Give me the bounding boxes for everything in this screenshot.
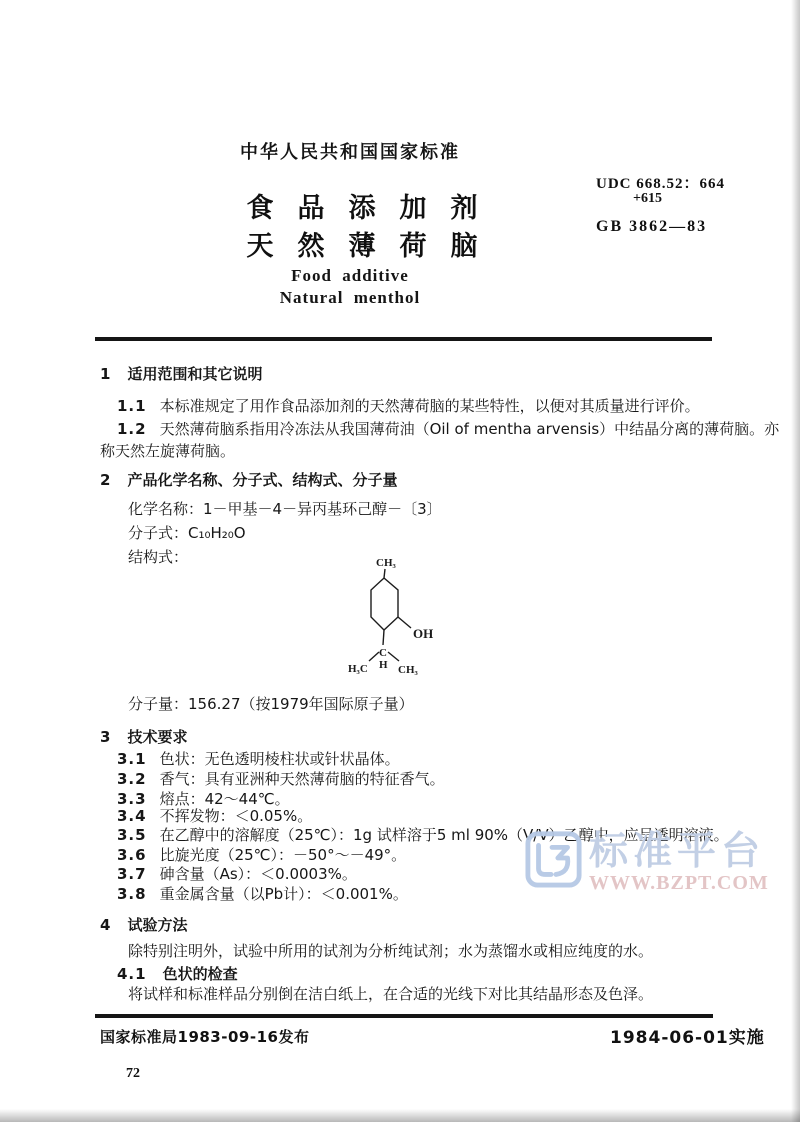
national-standard-label: 中华人民共和国国家标准 [240, 142, 460, 163]
section-2-heading: 2 产品化学名称、分子式、结构式、分子量 [100, 471, 398, 489]
methyl-right-label: CH₃ [398, 664, 418, 676]
footer-effective-date: 1984-06-01实施 [610, 1028, 765, 1048]
watermark [525, 826, 769, 895]
clause-3-6: 3.6 比旋光度（25℃）：－50°～－49°。 [117, 846, 407, 864]
udc-number-cont: +615 [633, 191, 662, 206]
section-4-heading: 4 试验方法 [100, 916, 188, 934]
clause-1-2-continued: 称天然左旋薄荷脑。 [100, 442, 236, 460]
carbon-label: C [379, 647, 387, 659]
footer-issued-date: 国家标准局1983-09-16发布 [100, 1028, 310, 1046]
page-number: 72 [126, 1066, 140, 1081]
clause-1-2: 1.2 天然薄荷脑系指用冷冻法从我国薄荷油（Oil of mentha arvensis）中结晶分离的薄荷脑。亦 [117, 420, 780, 438]
watermark-url: WWW.BZPT.COM [589, 872, 769, 894]
title-en-line2: Natural menthol [279, 288, 421, 307]
section-4-intro: 除特别注明外，试验中所用的试剂为分析纯试剂；水为蒸馏水或相应纯度的水。 [128, 942, 654, 960]
clause-4-1-body: 将试样和标准样品分别倒在洁白纸上，在合适的光线下对比其结晶形态及色泽。 [128, 985, 654, 1003]
watermark-brand: 标准平台 [589, 829, 766, 874]
scan-edge-right [791, 0, 800, 1122]
methyl-left-label: H₃C [348, 663, 368, 675]
clause-3-2: 3.2 香气：具有亚洲种天然薄荷脑的特征香气。 [117, 770, 445, 788]
section-1-heading: 1 适用范围和其它说明 [100, 365, 263, 383]
footer-rule [95, 1014, 713, 1018]
clause-3-7: 3.7 砷含量（As）：＜0.0003%。 [117, 865, 357, 883]
standard-number: GB 3862—83 [596, 218, 708, 235]
title-cn-line1: 食品添加剂 [246, 193, 502, 224]
udc-number: UDC 668.52：664 [596, 176, 725, 192]
section-3-heading: 3 技术要求 [100, 728, 188, 746]
clause-4-1-heading: 4.1 色状的检查 [117, 965, 238, 983]
clause-3-5: 3.5 在乙醇中的溶解度（25℃）：1g 试样溶于5 ml 90%（V/V）乙醇中，应呈透明溶液。 [117, 826, 729, 844]
clause-3-4: 3.4 不挥发物：＜0.05%。 [117, 807, 313, 825]
title-cn-line2: 天然薄荷脑 [246, 231, 502, 262]
hydroxyl-label: OH [413, 626, 434, 641]
molecular-formula-line: 分子式：C₁₀H₂₀O [128, 524, 246, 542]
molecular-weight-line: 分子量：156.27（按1979年国际原子量） [128, 695, 414, 713]
structure-label: 结构式： [128, 548, 189, 566]
chemical-name-line: 化学名称：1－甲基－4－异丙基环己醇－〔3〕 [128, 500, 442, 518]
clause-3-8: 3.8 重金属含量（以Pb计）：＜0.001%。 [117, 885, 408, 903]
clause-3-1: 3.1 色状：无色透明棱柱状或针状晶体。 [117, 750, 400, 768]
scan-edge-bottom [0, 1109, 800, 1122]
methyl-top-label: CH₃ [376, 557, 396, 569]
header-rule [95, 337, 712, 341]
title-en-line1: Food additive [291, 266, 409, 285]
clause-3-3: 3.3 熔点：42～44℃。 [117, 790, 290, 808]
bzpt-logo-icon [525, 826, 583, 890]
clause-1-1: 1.1 本标准规定了用作食品添加剂的天然薄荷脑的某些特性，以便对其质量进行评价。 [117, 397, 700, 415]
hydrogen-label: H [379, 659, 388, 671]
menthol-structure-diagram [328, 550, 448, 692]
